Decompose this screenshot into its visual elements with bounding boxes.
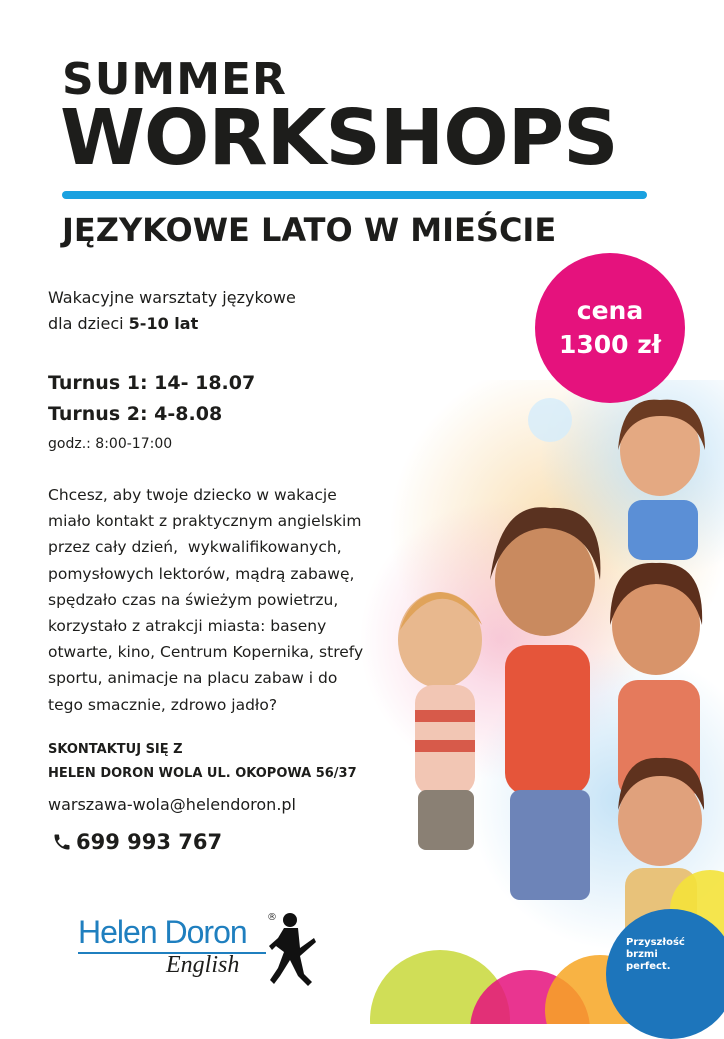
slogan-line: Przyszłość bbox=[626, 937, 685, 948]
contact-address: HELEN DORON WOLA UL. OKOPOWA 56/37 bbox=[48, 766, 357, 781]
turnus-2: Turnus 2: 4-8.08 bbox=[48, 403, 223, 425]
slogan-line: perfect. bbox=[626, 961, 671, 972]
description bbox=[48, 482, 388, 718]
intro-age-prefix: dla dzieci bbox=[48, 314, 129, 333]
description-line: spędzało czas na świeżym powietrzu, bbox=[48, 590, 339, 609]
logo-english: English bbox=[166, 952, 240, 978]
price-label: cena bbox=[576, 296, 644, 325]
contact-block bbox=[48, 738, 357, 786]
intro-age-range: 5-10 lat bbox=[128, 314, 199, 333]
phone-icon bbox=[52, 832, 72, 852]
slogan-badge bbox=[606, 909, 724, 1039]
description-line: tego smacznie, zdrowo jadło? bbox=[48, 695, 278, 714]
title-summer: SUMMER bbox=[62, 54, 287, 105]
helen-doron-logo[interactable] bbox=[78, 910, 328, 990]
title-underline bbox=[62, 191, 647, 199]
intro-line bbox=[48, 311, 296, 337]
price-badge bbox=[535, 253, 685, 403]
description-line: sportu, animacje na placu zabaw i do bbox=[48, 669, 338, 688]
slogan-text bbox=[626, 937, 685, 973]
price-value: 1300 zł bbox=[558, 330, 662, 359]
subtitle: JĘZYKOWE LATO W MIEŚCIE bbox=[62, 211, 557, 249]
description-line: przez cały dzień, wykwalifikowanych, bbox=[48, 538, 342, 557]
contact-line: SKONTAKTUJ SIĘ Z bbox=[48, 742, 183, 757]
turnus-1: Turnus 1: 14- 18.07 bbox=[48, 372, 256, 394]
phone-text: 699 993 767 bbox=[76, 830, 223, 854]
phone-number[interactable] bbox=[52, 830, 222, 854]
title-workshops: WORKSHOPS bbox=[60, 94, 618, 183]
hours: godz.: 8:00-17:00 bbox=[48, 436, 173, 452]
walking-figure-icon bbox=[268, 912, 320, 986]
intro-line: Wakacyjne warsztaty językowe bbox=[48, 288, 296, 307]
slogan-line: brzmi bbox=[626, 949, 658, 960]
intro-text bbox=[48, 285, 296, 337]
email-link[interactable]: warszawa-wola@helendoron.pl bbox=[48, 795, 296, 814]
logo-registered: ® bbox=[267, 912, 277, 923]
description-line: korzystało z atrakcji miasta: baseny bbox=[48, 617, 327, 636]
description-line: miało kontakt z praktycznym angielskim bbox=[48, 512, 362, 531]
logo-brand: Helen Doron bbox=[78, 914, 247, 950]
description-line: otwarte, kino, Centrum Kopernika, strefy bbox=[48, 643, 364, 662]
description-line: pomysłowych lektorów, mądrą zabawę, bbox=[48, 564, 355, 583]
description-line: Chcesz, aby twoje dziecko w wakacje bbox=[48, 486, 337, 504]
